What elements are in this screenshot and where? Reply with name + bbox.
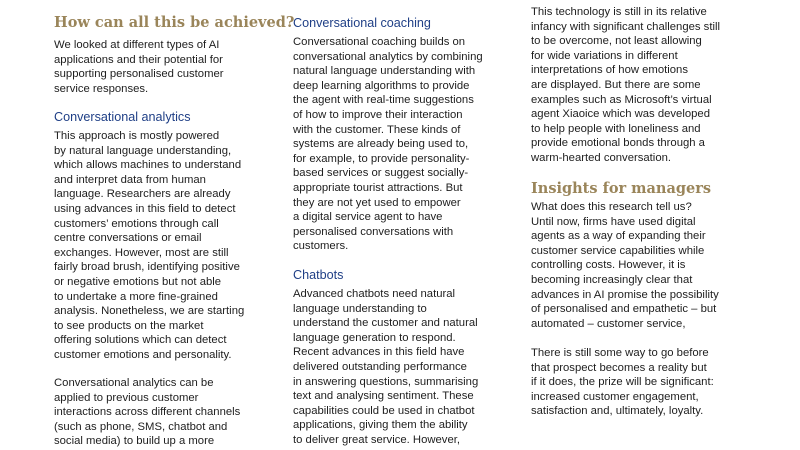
text-line: offering solutions which can detect — [54, 334, 227, 347]
text-line: exchanges. However, most are still — [54, 246, 229, 259]
text-line: text and analysing sentiment. These — [293, 390, 474, 403]
text-line: deep learning algorithms to provide — [293, 79, 470, 92]
text-line: natural language understanding with — [293, 65, 476, 78]
text-line: a digital service agent to have — [293, 211, 443, 224]
text-line: applications and their potential for — [54, 53, 223, 66]
text-line: for example, to provide personality- — [293, 152, 470, 165]
text-line: fairly broad brush, identifying positive — [54, 261, 240, 274]
text-line: advances in AI promise the possibility — [531, 288, 719, 301]
text-line: language understanding to — [293, 302, 427, 315]
chatbots-paragraph — [293, 287, 515, 448]
text-line: that prospect becomes a reality but — [531, 361, 707, 374]
text-line: applications, giving them the ability — [293, 419, 468, 432]
text-line: language generation to respond. — [293, 331, 456, 344]
heading-how-achieved: How can all this be achieved? — [54, 14, 295, 31]
text-line: personalised conversations with — [293, 225, 454, 238]
text-line: agents as a way of expanding their — [531, 230, 706, 243]
text-line: Advanced chatbots need natural — [293, 288, 456, 300]
text-line: understand the customer and natural — [293, 317, 478, 330]
text-line: in answering questions, summarising — [293, 375, 479, 388]
insights-paragraph-2 — [531, 346, 769, 419]
text-line: based services or suggest socially- — [293, 167, 469, 180]
emotion-technology-paragraph — [531, 5, 769, 166]
text-line: or negative emotions but not able — [54, 275, 222, 288]
intro-paragraph — [54, 38, 280, 96]
text-line: becoming increasingly clear that — [531, 273, 693, 286]
text-line: to undertake a more fine-grained — [54, 290, 218, 303]
text-line: delivered outstanding performance — [293, 360, 467, 373]
text-line: applied to previous customer — [54, 391, 199, 404]
text-line: There is still some way to go before — [531, 347, 709, 359]
text-line: infancy with significant challenges still — [531, 20, 721, 33]
subheading-chatbots: Chatbots — [293, 268, 344, 282]
text-line: Until now, firms have used digital — [531, 215, 696, 228]
text-line: provide emotional bonds through a — [531, 137, 705, 150]
subheading-conversational-analytics: Conversational analytics — [54, 110, 191, 124]
text-line: with the customer. These kinds of — [293, 123, 461, 136]
text-line: by natural language understanding, — [54, 144, 232, 157]
text-line: are displayed. But there are some — [531, 78, 701, 91]
text-line: social media) to build up a more — [54, 435, 215, 448]
subheading-conversational-coaching: Conversational coaching — [293, 16, 431, 30]
text-line: customers. — [293, 240, 349, 253]
text-line: conversational analytics by combining — [293, 50, 483, 63]
text-line: automated – customer service, — [531, 317, 686, 330]
text-line: service responses. — [54, 82, 149, 95]
text-line: increased customer engagement, — [531, 390, 699, 403]
text-line: This approach is mostly powered — [54, 130, 220, 142]
text-line: supporting personalised customer — [54, 68, 224, 81]
text-line: which allows machines to understand — [54, 159, 242, 172]
heading-insights-for-managers: Insights for managers — [531, 180, 712, 197]
text-line: using advances in this field to detect — [54, 202, 236, 215]
text-line: systems are already being used to, — [293, 138, 469, 151]
text-line: to see products on the market — [54, 319, 204, 332]
conversational-coaching-paragraph — [293, 35, 515, 254]
text-line: interactions across different channels — [54, 406, 241, 419]
text-line: centre conversations or email — [54, 232, 202, 245]
text-line: What does this research tell us? — [531, 201, 692, 213]
text-line: Conversational coaching builds on — [293, 36, 466, 48]
text-line: We looked at different types of AI — [54, 39, 220, 51]
conversational-analytics-paragraph — [54, 129, 280, 363]
text-line: appropriate tourist attractions. But — [293, 181, 463, 194]
text-line: if it does, the prize will be significant: — [531, 376, 714, 389]
text-line: of how to improve their interaction — [293, 108, 463, 121]
text-line: examples such as Microsoft’s virtual — [531, 93, 712, 106]
text-line: of personalised and empathetic – but — [531, 303, 717, 316]
text-line: satisfaction and, ultimately, loyalty. — [531, 405, 704, 418]
text-line: they are not yet used to empower — [293, 196, 461, 209]
text-line: Conversational analytics can be — [54, 377, 214, 389]
text-line: interpretations of how emotions — [531, 64, 688, 77]
text-line: customer emotions and personality. — [54, 348, 232, 361]
text-line: to be overcome, not least allowing — [531, 35, 702, 48]
text-line: This technology is still in its relative — [531, 6, 707, 18]
text-line: warm-hearted conversation. — [531, 151, 672, 164]
text-line: customers’ emotions through call — [54, 217, 219, 230]
text-line: to deliver great service. However, — [293, 433, 461, 446]
text-line: for wide variations in different — [531, 49, 678, 62]
text-line: capabilities could be used in chatbot — [293, 404, 475, 417]
text-line: analysis. Nonetheless, we are starting — [54, 305, 245, 318]
text-line: Recent advances in this field have — [293, 346, 465, 359]
text-line: and interpret data from human — [54, 173, 206, 186]
text-line: controlling costs. However, it is — [531, 259, 686, 272]
text-line: (such as phone, SMS, chatbot and — [54, 420, 228, 433]
text-line: language. Researchers are already — [54, 188, 231, 201]
insights-paragraph — [531, 200, 769, 331]
conversational-analytics-paragraph-2 — [54, 376, 280, 449]
text-line: the agent with real-time suggestions — [293, 94, 474, 107]
text-line: to help people with loneliness and — [531, 122, 701, 135]
text-line: agent Xiaoice which was developed — [531, 108, 710, 121]
text-line: customer service capabilities while — [531, 244, 705, 257]
